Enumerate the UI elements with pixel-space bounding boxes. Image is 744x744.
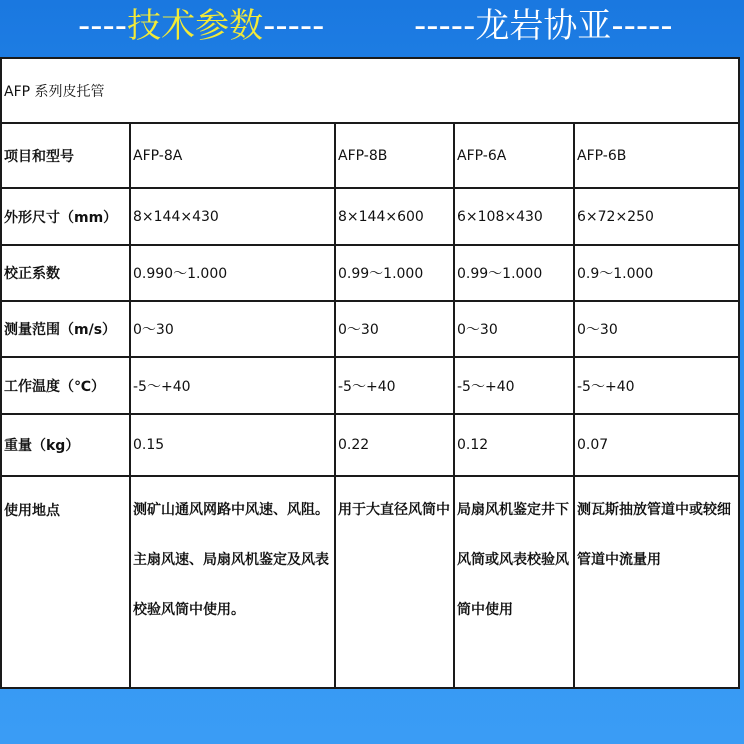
banner-right-title — [414, 2, 673, 50]
table-cell: 0～30 — [335, 301, 454, 357]
table-cell: 0.12 — [454, 414, 574, 476]
table-cell: 0～30 — [130, 301, 335, 357]
dash-decoration: ---- — [78, 6, 128, 46]
table-cell: 0.15 — [130, 414, 335, 476]
banner — [0, 0, 744, 52]
table-title: AFP 系列皮托管 — [1, 58, 739, 123]
spec-table — [0, 57, 740, 689]
row-label: 外形尺寸（mm） — [1, 188, 130, 245]
table-cell: 0～30 — [574, 301, 739, 357]
table-cell: 0～30 — [454, 301, 574, 357]
header-cell: 项目和型号 — [1, 123, 130, 188]
table-cell: -5～+40 — [454, 357, 574, 414]
table-row — [1, 357, 739, 414]
section-title: 技术参数 — [127, 6, 264, 46]
table-cell: 局扇风机鉴定井下风筒或风表校验风筒中使用 — [454, 476, 574, 688]
table-cell: 0.9～1.000 — [574, 245, 739, 301]
table-title-row — [1, 58, 739, 123]
table-cell: 测瓦斯抽放管道中或较细管道中流量用 — [574, 476, 739, 688]
table-cell: 6×72×250 — [574, 188, 739, 245]
table-cell: 6×108×430 — [454, 188, 574, 245]
spec-panel — [0, 57, 738, 687]
table-cell: 0.99～1.000 — [454, 245, 574, 301]
table-cell: 0.22 — [335, 414, 454, 476]
dash-decoration: ----- — [263, 6, 325, 46]
table-row — [1, 245, 739, 301]
row-label: 使用地点 — [1, 476, 130, 688]
table-cell: -5～+40 — [574, 357, 739, 414]
table-cell: 0.99～1.000 — [335, 245, 454, 301]
dash-decoration: ----- — [414, 6, 476, 46]
header-cell: AFP-6A — [454, 123, 574, 188]
table-cell: 8×144×430 — [130, 188, 335, 245]
table-row — [1, 476, 739, 688]
row-label: 测量范围（m/s） — [1, 301, 130, 357]
header-cell: AFP-8A — [130, 123, 335, 188]
table-cell: 8×144×600 — [335, 188, 454, 245]
table-row — [1, 414, 739, 476]
dash-decoration: ----- — [611, 6, 673, 46]
table-cell: -5～+40 — [335, 357, 454, 414]
table-header-row — [1, 123, 739, 188]
row-label: 工作温度（℃） — [1, 357, 130, 414]
table-row — [1, 301, 739, 357]
row-label: 校正系数 — [1, 245, 130, 301]
table-cell: 0.990～1.000 — [130, 245, 335, 301]
company-name: 龙岩协亚 — [475, 6, 612, 46]
banner-left-title — [78, 2, 324, 50]
header-cell: AFP-8B — [335, 123, 454, 188]
table-row — [1, 188, 739, 245]
table-cell: 用于大直径风筒中 — [335, 476, 454, 688]
table-cell: 测矿山通风网路中风速、风阻。主扇风速、局扇风机鉴定及风表校验风筒中使用。 — [130, 476, 335, 688]
header-cell: AFP-6B — [574, 123, 739, 188]
table-cell: -5～+40 — [130, 357, 335, 414]
table-cell: 0.07 — [574, 414, 739, 476]
row-label: 重量（kg） — [1, 414, 130, 476]
